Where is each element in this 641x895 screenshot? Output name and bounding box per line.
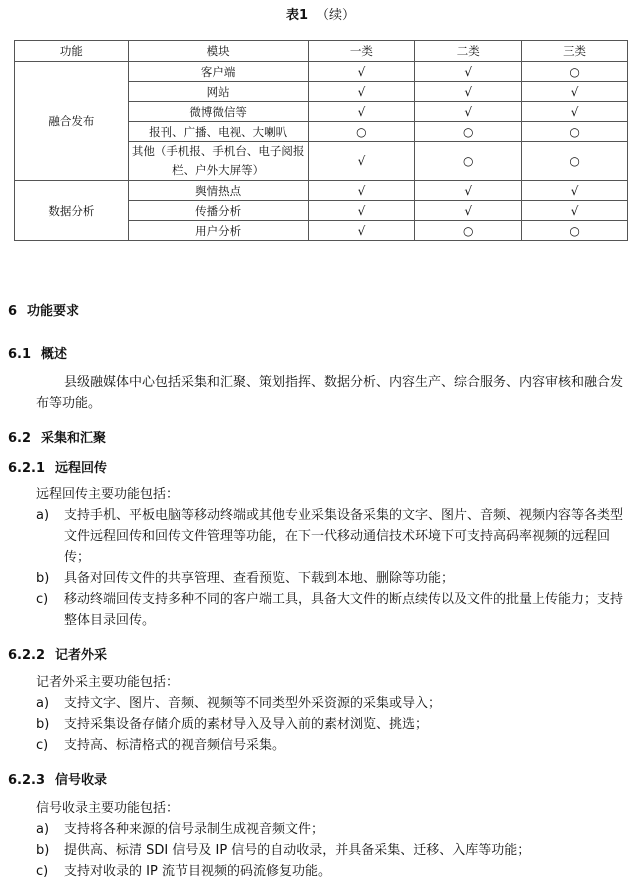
section-title: 采集和汇聚 (41, 431, 107, 446)
class-3-cell: ○ (522, 221, 628, 241)
header-class-2: 二类 (415, 41, 522, 62)
class-1-cell: √ (308, 181, 415, 201)
header-module: 模块 (128, 41, 308, 62)
class-3-cell: ○ (522, 142, 628, 181)
module-cell: 传播分析 (128, 201, 308, 221)
section-number: 6 (8, 304, 18, 319)
table-row (15, 181, 628, 201)
class-2-cell: √ (415, 62, 522, 82)
list-item (36, 861, 632, 882)
table-caption (0, 4, 641, 23)
list-text: 具备对回传文件的共享管理、查看预览、下载到本地、删除等功能； (64, 571, 455, 586)
list-text: 支持文字、图片、音频、视频等不同类型外采资源的采集或导入； (64, 696, 442, 711)
list-label: a) (36, 508, 50, 523)
list-item (36, 693, 632, 714)
list-label: c) (36, 592, 49, 607)
table-row (15, 62, 628, 82)
class-2-cell: ○ (415, 221, 522, 241)
group-label: 融合发布 (15, 62, 129, 181)
section-title: 远程回传 (55, 461, 108, 476)
list-text: 支持高、标清格式的视音频信号采集。 (64, 738, 286, 753)
class-1-cell: √ (308, 142, 415, 181)
list-label: c) (36, 738, 49, 753)
list-label: a) (36, 822, 50, 837)
list-item (36, 505, 632, 568)
module-cell: 网站 (128, 82, 308, 102)
class-3-cell: √ (522, 102, 628, 122)
class-1-cell: √ (308, 102, 415, 122)
module-cell: 客户端 (128, 62, 308, 82)
class-3-cell: √ (522, 82, 628, 102)
function-table (14, 40, 628, 241)
list-text: 移动终端回传支持多种不同的客户端工具，具备大文件的断点续传以及文件的批量上传能力；支持整体目录回传。 (64, 592, 624, 628)
table-caption-title: 表1 (285, 8, 309, 23)
class-3-cell: ○ (522, 62, 628, 82)
list-label: b) (36, 717, 50, 732)
list-item (36, 714, 632, 735)
section-6-2-2-heading (8, 644, 107, 663)
list-text: 支持手机、平板电脑等移动终端或其他专业采集设备采集的文字、图片、音频、视频内容等各类型文件远程回传和回传文件管理等功能，在下一代移动通信技术环境下可支持高码率视频的远程回传； (64, 508, 624, 565)
section-6-1-heading (8, 343, 67, 362)
intro-text: 远程回传主要功能包括： (36, 487, 180, 502)
class-1-cell: √ (308, 201, 415, 221)
list-text: 支持采集设备存储介质的素材导入及导入前的素材浏览、挑选； (64, 717, 429, 732)
class-2-cell: √ (415, 201, 522, 221)
section-number: 6.2 (8, 431, 32, 446)
class-2-cell: √ (415, 82, 522, 102)
table-header-row (15, 41, 628, 62)
header-function: 功能 (15, 41, 129, 62)
header-class-3: 三类 (522, 41, 628, 62)
module-cell: 其他（手机报、手机台、电子阅报栏、户外大屏等） (128, 142, 308, 181)
list-item (36, 735, 632, 756)
list-item (36, 819, 632, 840)
class-3-cell: √ (522, 181, 628, 201)
section-number: 6.2.1 (8, 461, 46, 476)
list-label: b) (36, 571, 50, 586)
section-number: 6.2.2 (8, 648, 46, 663)
section-6-2-heading (8, 427, 106, 446)
section-title: 概述 (41, 347, 68, 362)
class-2-cell: ○ (415, 142, 522, 181)
intro-text: 记者外采主要功能包括： (36, 675, 180, 690)
class-2-cell: √ (415, 102, 522, 122)
module-cell: 舆情热点 (128, 181, 308, 201)
module-cell: 微博微信等 (128, 102, 308, 122)
table-caption-continued: （续） (316, 8, 356, 23)
group-label: 数据分析 (15, 181, 129, 241)
list-text: 提供高、标清 SDI 信号及 IP 信号的自动收录，并具备采集、迁移、入库等功能； (64, 843, 531, 858)
list-label: a) (36, 696, 50, 711)
class-1-cell: ○ (308, 122, 415, 142)
section-title: 记者外采 (55, 648, 108, 663)
module-cell: 用户分析 (128, 221, 308, 241)
section-title: 信号收录 (55, 773, 108, 788)
section-6-2-3-heading (8, 769, 107, 788)
section-6-2-1-heading (8, 457, 107, 476)
list-item (36, 589, 632, 631)
list-label: c) (36, 864, 49, 879)
header-class-1: 一类 (308, 41, 415, 62)
overview-paragraph: 县级融媒体中心包括采集和汇聚、策划指挥、数据分析、内容生产、综合服务、内容审核和融合发布等功能。 (36, 375, 624, 411)
class-3-cell: ○ (522, 122, 628, 142)
list-text: 支持将各种来源的信号录制生成视音频文件； (64, 822, 325, 837)
class-1-cell: √ (308, 221, 415, 241)
class-2-cell: √ (415, 181, 522, 201)
intro-text: 信号收录主要功能包括： (36, 801, 180, 816)
section-number: 6.2.3 (8, 773, 46, 788)
module-cell: 报刊、广播、电视、大喇叭 (128, 122, 308, 142)
section-title: 功能要求 (27, 304, 80, 319)
list-item (36, 840, 632, 861)
class-3-cell: √ (522, 201, 628, 221)
list-text: 支持对收录的 IP 流节目视频的码流修复功能。 (64, 864, 331, 879)
list-label: b) (36, 843, 50, 858)
list-item (36, 568, 632, 589)
class-2-cell: ○ (415, 122, 522, 142)
section-6-heading (8, 300, 79, 319)
class-1-cell: √ (308, 82, 415, 102)
class-1-cell: √ (308, 62, 415, 82)
section-number: 6.1 (8, 347, 32, 362)
